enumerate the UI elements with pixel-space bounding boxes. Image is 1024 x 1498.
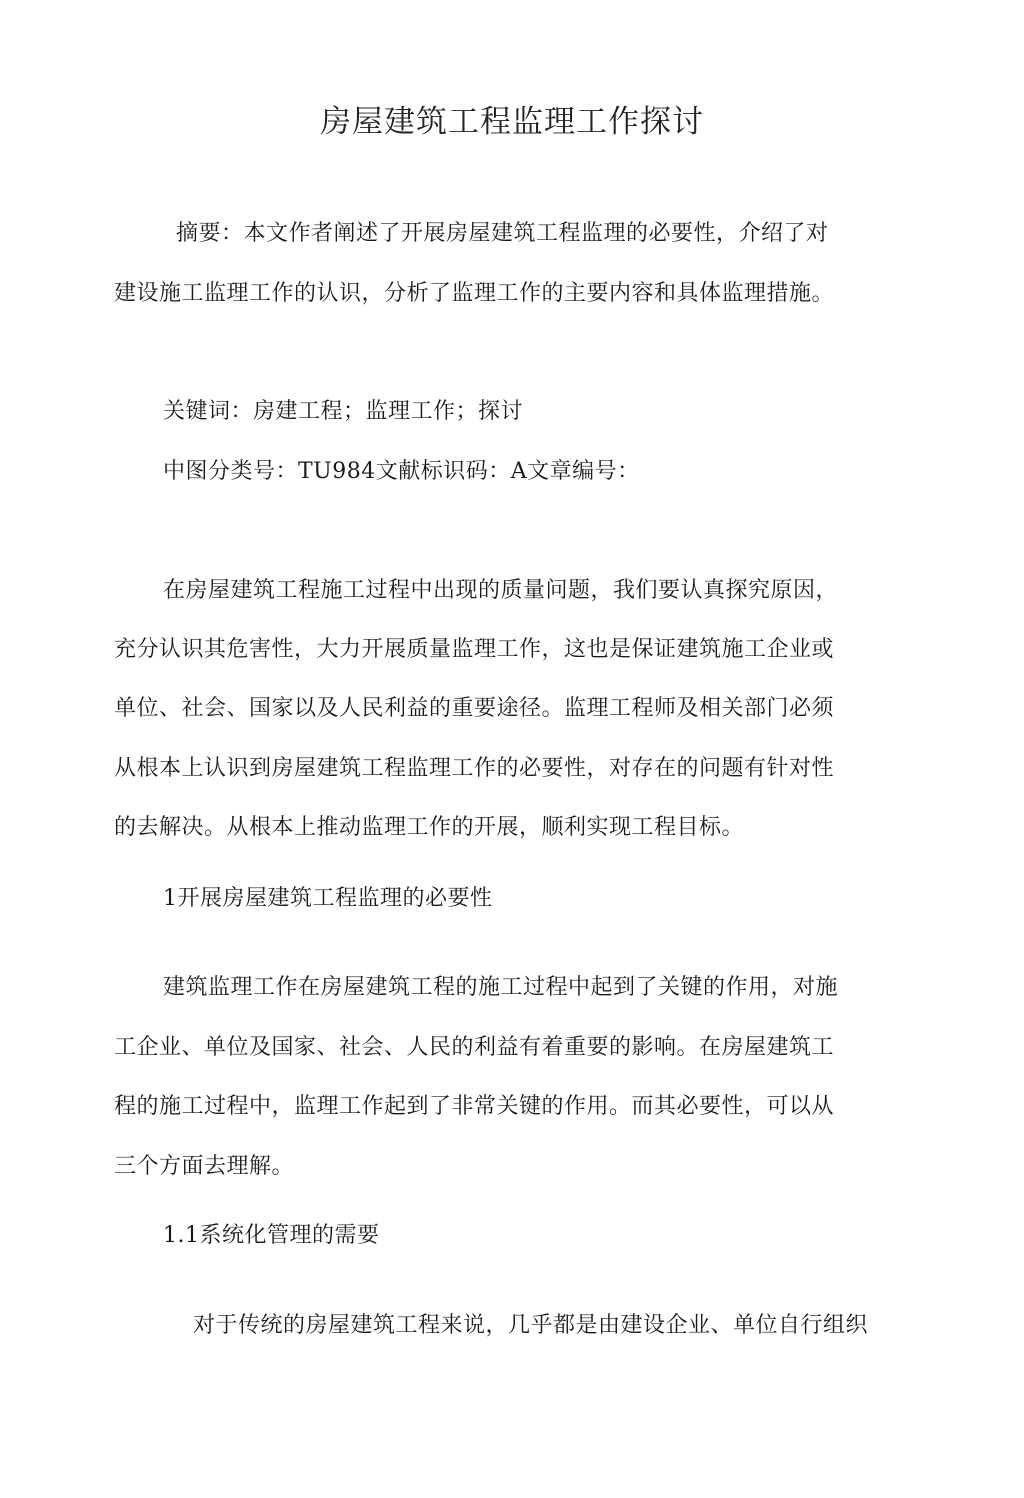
section1-line-1: 建筑监理工作在房屋建筑工程的施工过程中起到了关键的作用，对施 (163, 975, 839, 1000)
abstract-line-2: 建设施工监理工作的认识，分析了监理工作的主要内容和具体监理措施。 (114, 281, 835, 306)
section1-line-2: 工企业、单位及国家、社会、人民的利益有着重要的影响。在房屋建筑工 (114, 1035, 835, 1060)
intro-line-3: 单位、社会、国家以及人民利益的重要途径。监理工程师及相关部门必须 (114, 696, 835, 721)
intro-line-5: 的去解决。从根本上推动监理工作的开展，顺利实现工程目标。 (114, 815, 745, 840)
classification-line: 中图分类号：TU984文献标识码：A文章编号： (163, 459, 640, 484)
section1-line-3: 程的施工过程中，监理工作起到了非常关键的作用。而其必要性，可以从 (114, 1094, 835, 1119)
abstract-line-1: 摘要：本文作者阐述了开展房屋建筑工程监理的必要性，介绍了对 (176, 221, 829, 246)
intro-line-1: 在房屋建筑工程施工过程中出现的质量问题，我们要认真探究原因， (163, 578, 839, 603)
section1-1-line-1: 对于传统的房屋建筑工程来说，几乎都是由建设企业、单位自行组织 (193, 1313, 869, 1338)
section1-heading: 1开展房屋建筑工程监理的必要性 (163, 886, 493, 911)
document-title: 房屋建筑工程监理工作探讨 (320, 104, 704, 140)
keywords-line: 关键词：房建工程；监理工作；探讨 (163, 399, 524, 424)
intro-line-4: 从根本上认识到房屋建筑工程监理工作的必要性，对存在的问题有针对性 (114, 756, 835, 781)
section1-line-4: 三个方面去理解。 (114, 1154, 295, 1179)
intro-line-2: 充分认识其危害性，大力开展质量监理工作，这也是保证建筑施工企业或 (114, 637, 835, 662)
section1-1-heading: 1.1系统化管理的需要 (163, 1223, 380, 1248)
